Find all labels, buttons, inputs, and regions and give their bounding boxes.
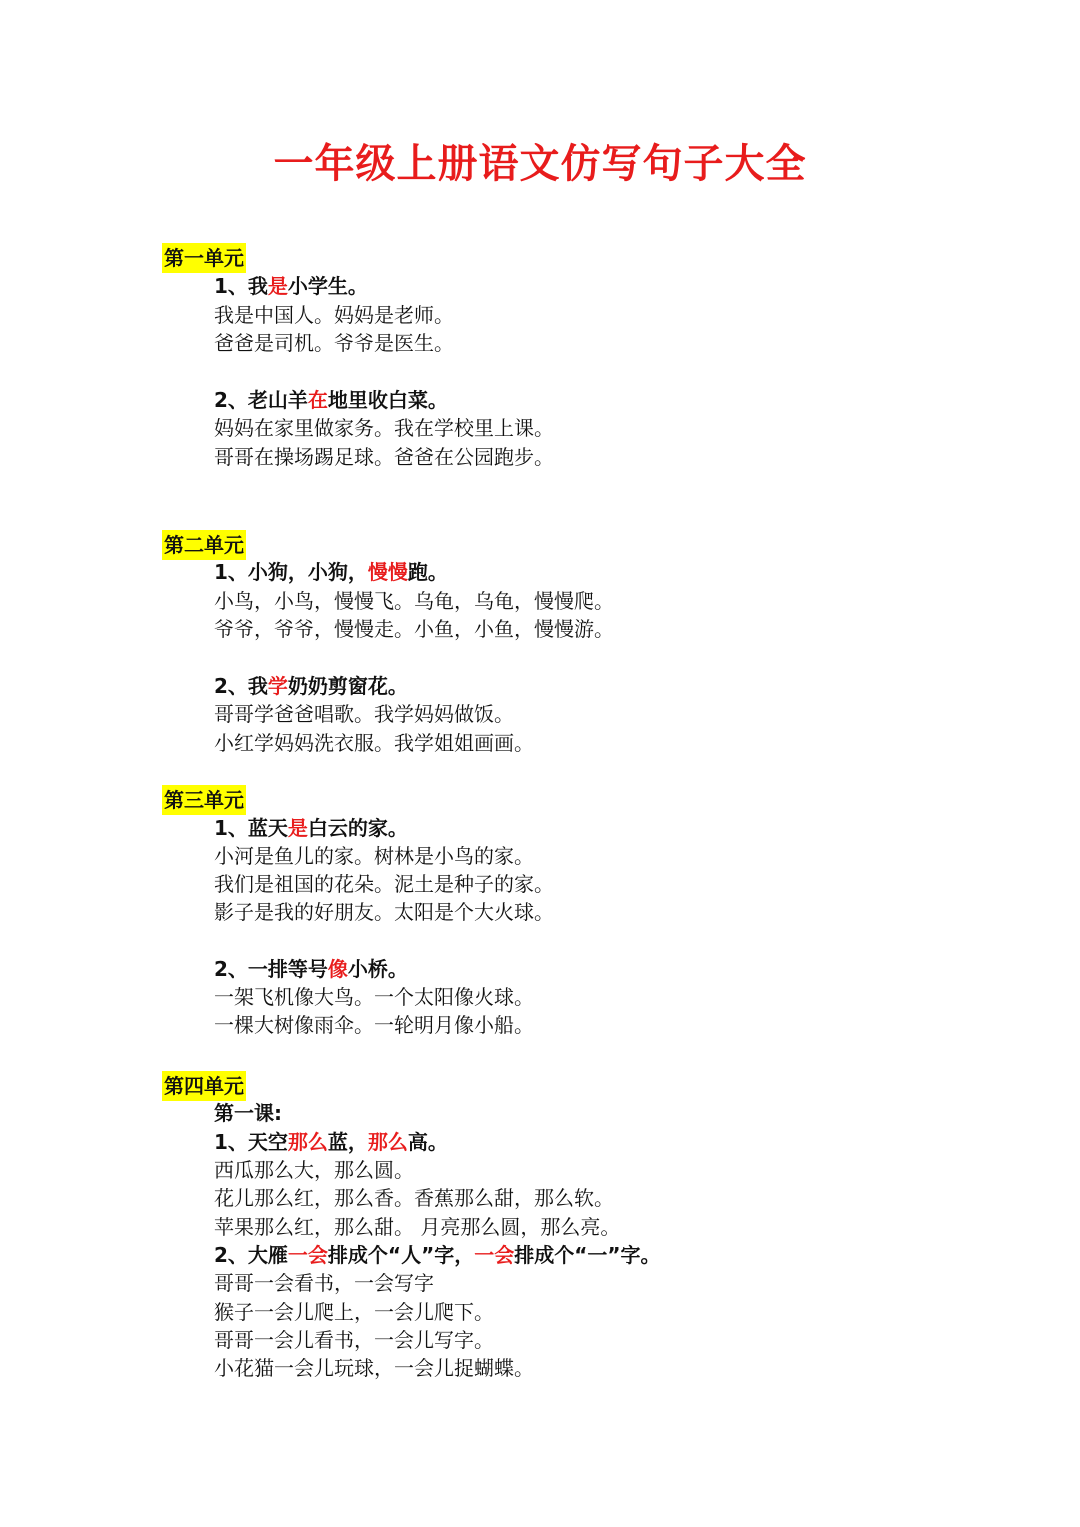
pattern-sentence — [214, 386, 448, 415]
example-line: 猴子一会儿爬上，一会儿爬下。 — [214, 1300, 494, 1324]
example-line: 小花猫一会儿玩球，一会儿捉蝴蝶。 — [214, 1356, 534, 1380]
head-part: 小学生。 — [287, 274, 368, 298]
head-part: 排成个“一”字。 — [514, 1243, 661, 1267]
example-line: 哥哥一会儿看书，一会儿写字。 — [214, 1328, 494, 1352]
unit-label: 第一单元 — [162, 243, 246, 273]
example-line: 爸爸是司机。爷爷是医生。 — [214, 331, 454, 355]
pattern-sentence — [214, 672, 408, 701]
key-word: 是 — [287, 816, 308, 840]
head-part: 白云的家。 — [307, 816, 408, 840]
head-part: 排成个“人”字， — [327, 1243, 475, 1267]
example-line: 西瓜那么大，那么圆。 — [214, 1158, 414, 1182]
head-part: 奶奶剪窗花。 — [287, 674, 408, 698]
head-part: 1、小狗，小狗， — [214, 560, 368, 584]
head-part: 2、一排等号 — [214, 957, 328, 981]
key-word: 那么 — [287, 1130, 328, 1154]
example-line: 妈妈在家里做家务。我在学校里上课。 — [214, 416, 554, 440]
key-word: 在 — [307, 388, 328, 412]
key-word: 学 — [267, 674, 288, 698]
head-part: 2、大雁 — [214, 1243, 288, 1267]
head-part: 蓝， — [327, 1130, 368, 1154]
lesson-label: 第一课: — [214, 1101, 282, 1125]
pattern-sentence — [214, 272, 368, 301]
head-part: 1、天空 — [214, 1130, 288, 1154]
unit-label: 第四单元 — [162, 1071, 246, 1101]
head-part: 跑。 — [407, 560, 448, 584]
example-line: 小鸟，小鸟，慢慢飞。乌龟，乌龟，慢慢爬。 — [214, 589, 614, 613]
example-line: 一架飞机像大鸟。一个太阳像火球。 — [214, 985, 534, 1009]
pattern-sentence — [214, 558, 448, 587]
head-part: 地里收白菜。 — [327, 388, 448, 412]
page-title: 一年级上册语文仿写句子大全 — [273, 140, 807, 187]
unit-label: 第三单元 — [162, 785, 246, 815]
key-word: 像 — [327, 957, 348, 981]
example-line: 我们是祖国的花朵。泥土是种子的家。 — [214, 872, 554, 896]
example-line: 影子是我的好朋友。太阳是个大火球。 — [214, 900, 554, 924]
head-part: 1、我 — [214, 274, 268, 298]
key-word: 是 — [267, 274, 288, 298]
example-line: 小红学妈妈洗衣服。我学姐姐画画。 — [214, 731, 534, 755]
key-word: 一会 — [474, 1243, 515, 1267]
pattern-sentence — [214, 1128, 448, 1157]
unit-label: 第二单元 — [162, 530, 246, 560]
head-part: 小桥。 — [347, 957, 408, 981]
head-part: 2、老山羊 — [214, 388, 308, 412]
example-line: 哥哥一会看书，一会写字 — [214, 1271, 434, 1295]
example-line: 爷爷，爷爷，慢慢走。小鱼，小鱼，慢慢游。 — [214, 617, 614, 641]
example-line: 苹果那么红，那么甜。 月亮那么圆，那么亮。 — [214, 1215, 621, 1239]
head-part: 1、蓝天 — [214, 816, 288, 840]
key-word: 慢慢 — [367, 560, 408, 584]
example-line: 哥哥学爸爸唱歌。我学妈妈做饭。 — [214, 702, 514, 726]
example-line: 我是中国人。妈妈是老师。 — [214, 303, 454, 327]
key-word: 一会 — [287, 1243, 328, 1267]
example-line: 一棵大树像雨伞。一轮明月像小船。 — [214, 1013, 534, 1037]
example-line: 花儿那么红，那么香。香蕉那么甜，那么软。 — [214, 1186, 614, 1210]
example-line: 小河是鱼儿的家。树林是小鸟的家。 — [214, 844, 534, 868]
pattern-sentence — [214, 955, 408, 984]
head-part: 高。 — [407, 1130, 448, 1154]
head-part: 2、我 — [214, 674, 268, 698]
pattern-sentence — [214, 814, 408, 843]
pattern-sentence — [214, 1241, 661, 1270]
example-line: 哥哥在操场踢足球。爸爸在公园跑步。 — [214, 445, 554, 469]
key-word: 那么 — [367, 1130, 408, 1154]
